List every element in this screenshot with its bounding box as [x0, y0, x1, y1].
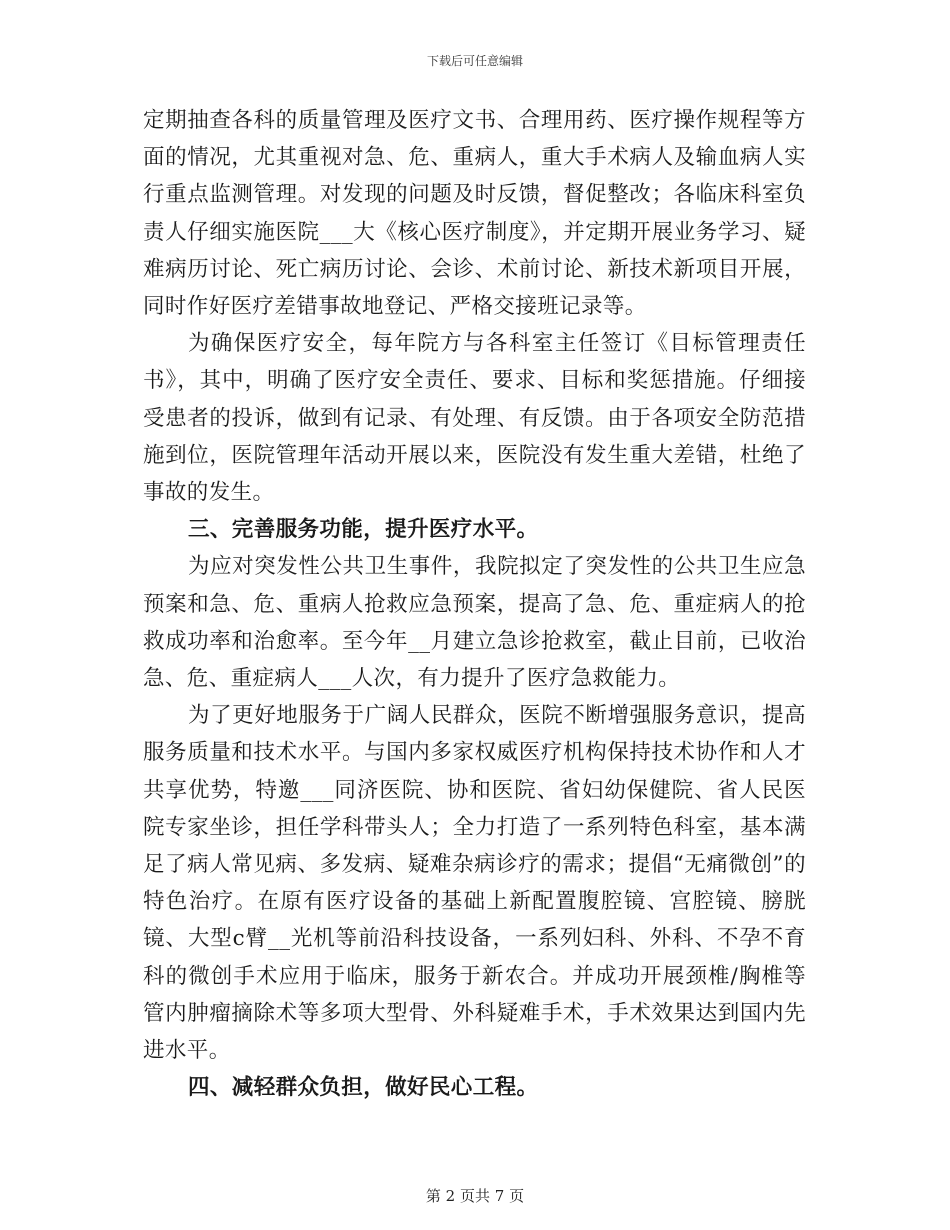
paragraph-emergency-plan: 为应对突发性公共卫生事件，我院拟定了突发性的公共卫生应急预案和急、危、重病人抢救应急预案，提高了急、危、重症病人的抢救成功率和治愈率。至今年__月建立急诊抢救室，截止目前，已收治急、危、重症病人___人次，有力提升了医疗急救能力。: [143, 554, 806, 692]
document-body: [143, 102, 806, 1106]
section-heading-4: 四、减轻群众负担，做好民心工程。: [188, 1075, 539, 1101]
page-header: 下载后可任意编辑: [426, 54, 523, 68]
page-number: 第 2 页共 7 页: [425, 1187, 525, 1205]
paragraph-medical-safety: 为确保医疗安全，每年院方与各科室主任签订《目标管理责任书》，其中，明确了医疗安全责任、要求、目标和奖惩措施。仔细接受患者的投诉，做到有记录、有处理、有反馈。由于各项安全防范措施到位，医院管理年活动开展以来，医院没有发生重大差错，杜绝了事故的发生。: [143, 331, 806, 506]
paragraph-quality-inspection: 定期抽查各科的质量管理及医疗文书、合理用药、医疗操作规程等方面的情况，尤其重视对急、危、重病人，重大手术病人及输血病人实行重点监测管理。对发现的问题及时反馈，督促整改；各临床科室负责人仔细实施医院___大《核心医疗制度》，并定期开展业务学习、疑难病历讨论、死亡病历讨论、会诊、术前讨论、新技术新项目开展，同时作好医疗差错事故地登记、严格交接班记录等。: [143, 108, 806, 320]
section-heading-3: 三、完善服务功能，提升医疗水平。: [188, 517, 539, 543]
paragraph-service-improvement: 为了更好地服务于广阔人民群众，医院不断增强服务意识，提高服务质量和技术水平。与国内多家权威医疗机构保持技术协作和人才共享优势，特邀___同济医院、协和医院、省妇幼保健院、省人民医院专家坐诊，担任学科带头人；全力打造了一系列特色科室，基本满足了病人常见病、多发病、疑难杂病诊疗的需求；提倡“无痛微创”的特色治疗。在原有医疗设备的基础上新配置腹腔镜、宫腔镜、膀胱镜、大型c臂__光机等前沿科技设备，一系列妇科、外科、不孕不育科的微创手术应用于临床，服务于新农合。并成功开展颈椎/胸椎等管内肿瘤摘除术等多项大型骨、外科疑难手术，手术效果达到国内先进水平。: [143, 703, 806, 1064]
